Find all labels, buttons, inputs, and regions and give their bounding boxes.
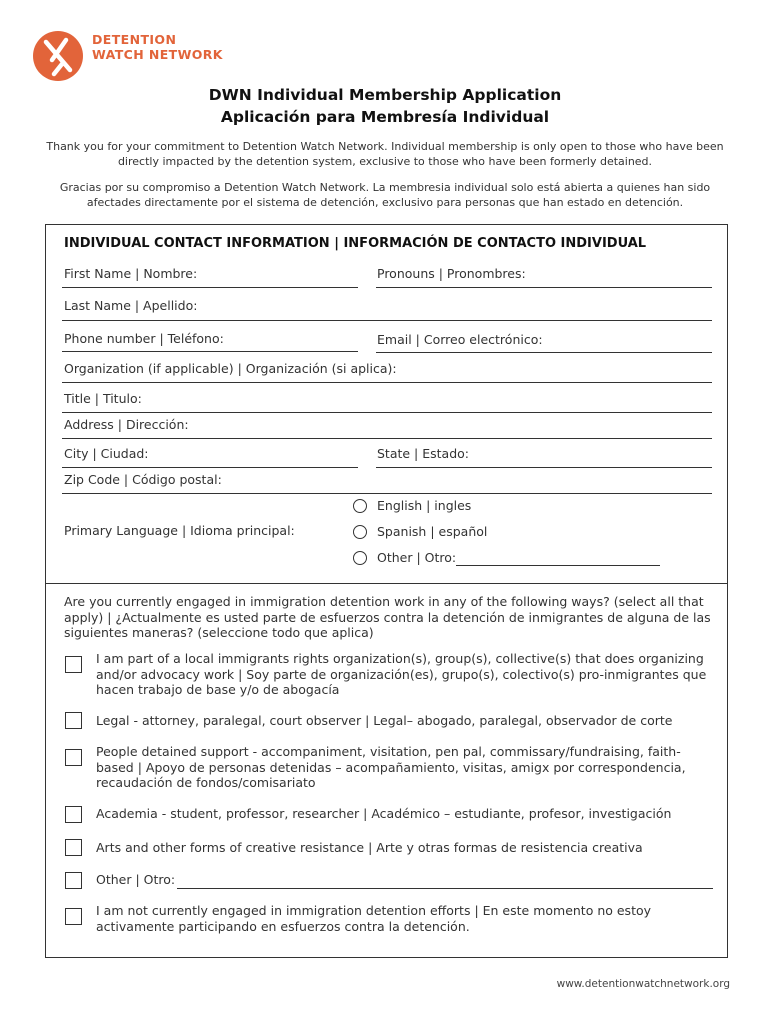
dwn-logo-icon <box>32 30 84 82</box>
language-other-field[interactable] <box>456 565 660 566</box>
language-english-radio[interactable] <box>353 499 367 513</box>
language-spanish-label: Spanish | español <box>377 524 488 539</box>
title-label: Title | Titulo: <box>64 391 142 406</box>
first-name-field[interactable] <box>62 287 358 288</box>
engagement-other-field[interactable] <box>177 888 713 889</box>
address-field[interactable] <box>62 438 712 439</box>
engagement-option-legal-checkbox[interactable] <box>65 712 82 729</box>
engagement-option-arts: Arts and other forms of creative resistance | Arte y otras formas de resistencia creativa <box>96 840 643 855</box>
page-title-en: DWN Individual Membership Application <box>208 86 562 104</box>
language-other-radio[interactable] <box>353 551 367 565</box>
engagement-option-not-engaged: I am not currently engaged in immigration detention efforts | En este momento no estoy activamente participando en esfuerzos contra la detención. <box>96 903 652 934</box>
org-name-line2: WATCH NETWORK <box>92 47 223 62</box>
first-name-label: First Name | Nombre: <box>64 266 198 281</box>
engagement-option-support: People detained support - accompaniment, visitation, pen pal, commissary/fundraising, faith-based | Apoyo de personas detenidas – acompañamiento, visitas, amigx por correspondencia, recaudación de fondos/comisariato <box>96 744 686 790</box>
email-field[interactable] <box>376 352 712 353</box>
primary-language-label: Primary Language | Idioma principal: <box>64 523 295 538</box>
engagement-question: Are you currently engaged in immigration detention work in any of the following ways? (select all that apply) | ¿Actualmente es usted parte de esfuerzos contra la detención de inmigrantes de alguna de las siguientes maneras? (seleccione todo que aplica) <box>64 594 711 640</box>
contact-section-heading: INDIVIDUAL CONTACT INFORMATION | INFORMACIÓN DE CONTACTO INDIVIDUAL <box>64 236 647 251</box>
page-title-es: Aplicación para Membresía Individual <box>220 108 550 126</box>
email-label: Email | Correo electrónico: <box>377 332 543 347</box>
state-label: State | Estado: <box>377 446 470 461</box>
state-field[interactable] <box>376 467 712 468</box>
engagement-option-not-engaged-checkbox[interactable] <box>65 908 82 925</box>
intro-en: Thank you for your commitment to Detention Watch Network. Individual membership is only open to those who have been directly impacted by the detention system, exclusive to those who have been formerly detained. <box>46 140 724 168</box>
engagement-option-organizing: I am part of a local immigrants rights organization(s), group(s), collective(s) that does organizing and/or advocacy work | Soy parte de organización(es), grupo(s), colectivo(s) pro-inmigrantes que hacen trabajo de base y/o de abogacía <box>96 651 707 697</box>
engagement-option-support-checkbox[interactable] <box>65 749 82 766</box>
footer-url[interactable]: www.detentionwatchnetwork.org <box>556 978 730 990</box>
phone-field[interactable] <box>62 351 358 352</box>
city-field[interactable] <box>62 467 358 468</box>
phone-label: Phone number | Teléfono: <box>64 331 224 346</box>
section-divider <box>45 583 728 584</box>
org-logo-text <box>92 32 223 62</box>
engagement-option-other-checkbox[interactable] <box>65 872 82 889</box>
engagement-option-academia: Academia - student, professor, researcher | Académico – estudiante, profesor, investigación <box>96 806 672 821</box>
intro-es: Gracias por su compromiso a Detention Watch Network. La membresia individual solo está abierta a quienes han sido afectades directamente por el sistema de detención, exclusivo para personas que han estado en detención. <box>59 181 711 209</box>
organization-field[interactable] <box>62 382 712 383</box>
engagement-option-legal: Legal - attorney, paralegal, court observer | Legal– abogado, paralegal, observador de corte <box>96 713 673 728</box>
pronouns-label: Pronouns | Pronombres: <box>377 266 526 281</box>
last-name-field[interactable] <box>62 320 712 321</box>
engagement-option-arts-checkbox[interactable] <box>65 839 82 856</box>
org-name-line1: DETENTION <box>92 32 177 47</box>
language-english-label: English | ingles <box>377 498 472 513</box>
pronouns-field[interactable] <box>376 287 712 288</box>
language-spanish-radio[interactable] <box>353 525 367 539</box>
engagement-option-other: Other | Otro: <box>96 872 176 887</box>
last-name-label: Last Name | Apellido: <box>64 298 198 313</box>
address-label: Address | Dirección: <box>64 417 189 432</box>
language-other-label: Other | Otro: <box>377 550 457 565</box>
title-field[interactable] <box>62 412 712 413</box>
city-label: City | Ciudad: <box>64 446 149 461</box>
zip-field[interactable] <box>62 493 712 494</box>
organization-label: Organization (if applicable) | Organización (si aplica): <box>64 361 397 376</box>
engagement-option-academia-checkbox[interactable] <box>65 806 82 823</box>
engagement-option-organizing-checkbox[interactable] <box>65 656 82 673</box>
zip-label: Zip Code | Código postal: <box>64 472 222 487</box>
